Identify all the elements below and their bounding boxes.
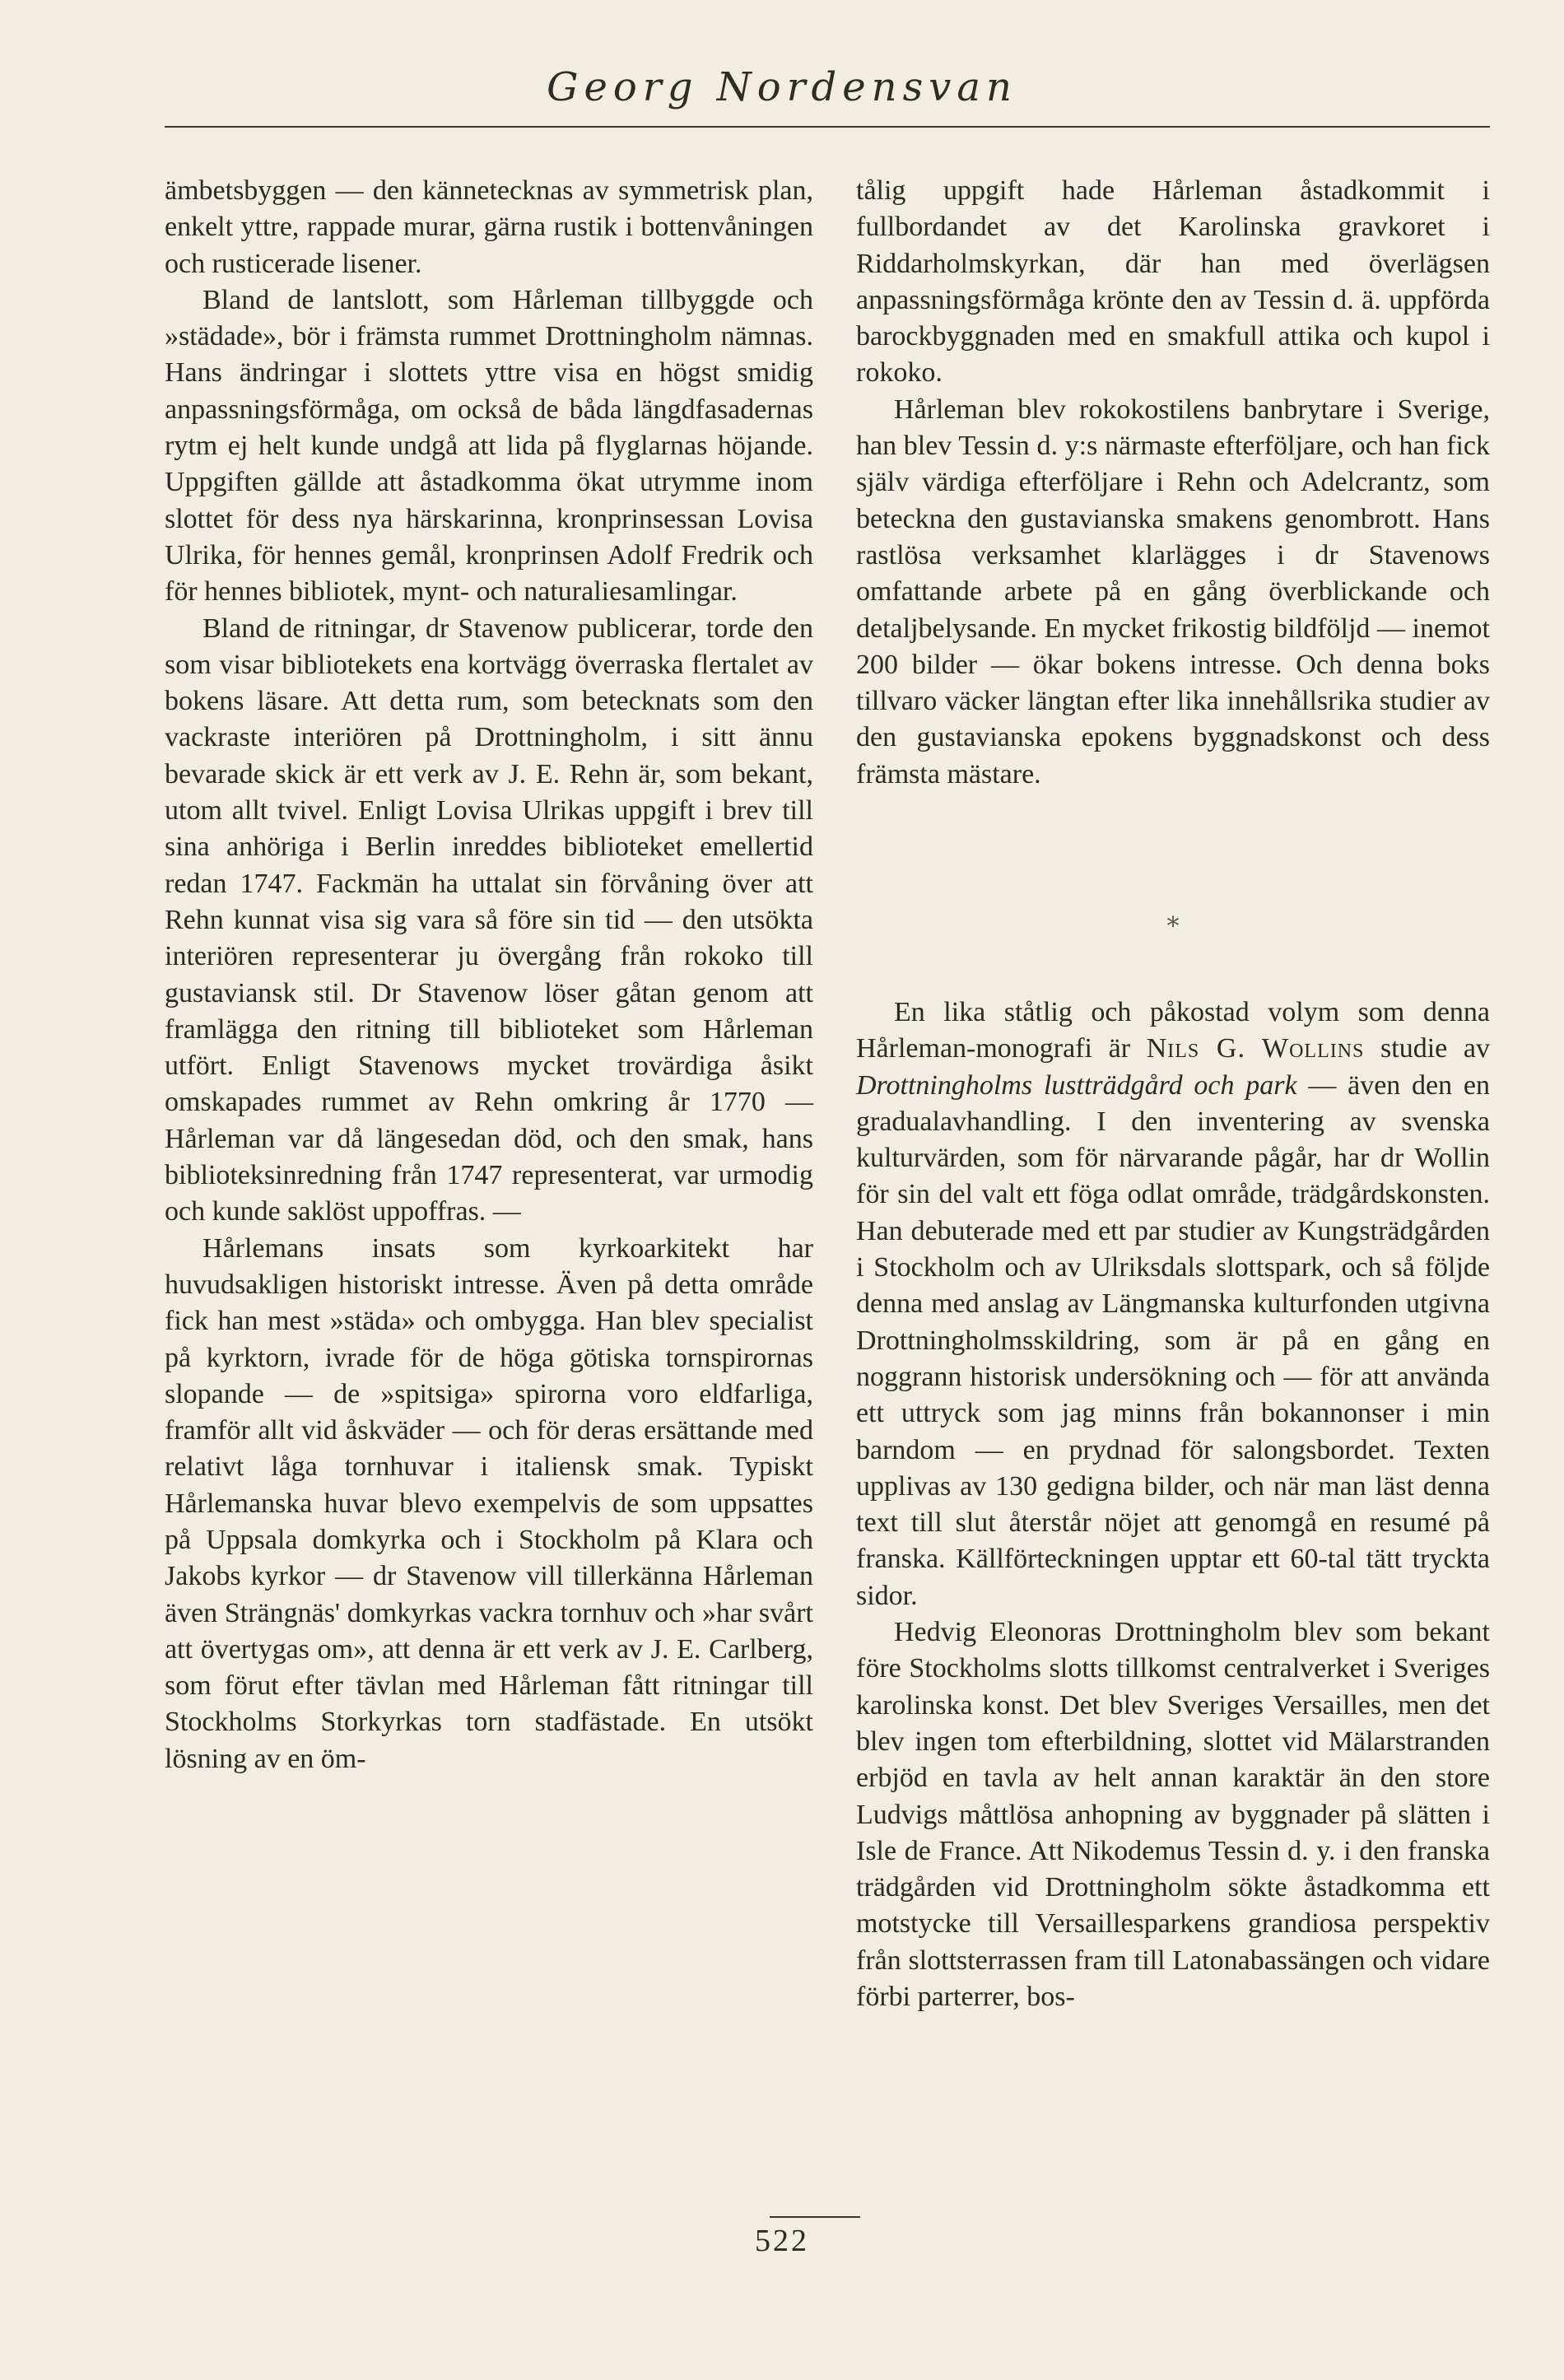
left-column: [165, 173, 813, 1777]
left-paragraph-2: Bland de lantslott, som Hårleman tillbyggde och »städade», bör i främsta rummet Drottningholm nämnas. Hans ändringar i slottets yttre visa en högst smidig anpassningsförmåga, om också de båda längdfasadernas rytm ej helt kunde undgå att lida på flyglarnas höjande. Uppgiften gällde att åstadkomma ökat utrymme inom slottet för dess nya härskarinna, kronprinsessan Lovisa Ulrika, för hennes gemål, kronprinsen Adolf Fredrik och för hennes bibliotek, mynt- och naturaliesamlingar.: [165, 284, 813, 608]
header-rule: [165, 126, 1490, 128]
right-paragraph-3-text-a: En lika ståtlig och påkostad volym som denna Hårleman-monografi är: [856, 997, 1490, 1064]
book-title: Drottningholms lustträdgård och park: [856, 1069, 1297, 1101]
left-paragraph-1: ämbetsbyggen — den kännetecknas av symmetrisk plan, enkelt yttre, rappade murar, gärna rustik i bottenvåningen och rusticerade lisener.: [165, 175, 813, 279]
right-paragraph-4: Hedvig Eleonoras Drottningholm blev som bekant före Stockholms slotts tillkomst centralverket i Sveriges karolinska konst. Det blev Sveriges Versailles, men det blev ingen tom efterbildning, slottet vid Mälarstranden erbjöd en tavla av helt annan karaktär än den store Ludvigs måttlösa anhopning av byggnader på slätten i Isle de France. Att Nikodemus Tessin d. y. i den franska trädgården vid Drottningholm sökte åstadkomma ett motstycke till Versaillesparkens grandiosa perspektiv från slottsterrassen fram till Latonabassängen och vidare förbi parterrer, bos-: [856, 1617, 1490, 2013]
left-paragraph-3: Bland de ritningar, dr Stavenow publicerar, torde den som visar bibliotekets ena kortvägg överraska flertalet av bokens läsare. Att detta rum, som betecknats som den vackraste interiören på Drottningholm, i sitt ännu bevarade skick är ett verk av J. E. Rehn är, som bekant, utom allt tvivel. Enligt Lovisa Ulrikas uppgift i brev till sina anhöriga i Berlin inreddes biblioteket emellertid redan 1747. Fackmän ha uttalat sin förvåning över att Rehn kunnat visa sig vara så före sin tid — den utsökta interiören representerar ju övergång från rokoko till gustaviansk stil. Dr Stavenow löser gåtan genom att framlägga den ritning till biblioteket som Hårleman utfört. Enligt Stavenows mycket trovärdiga åsikt omskapades rummet av Rehn omkring år 1770 — Hårleman var då längesedan död, och den smak, hans biblioteksinredning från 1747 representerat, var urmodig och kunde saklöst uppoffras. —: [165, 612, 813, 1227]
right-column-bottom: [856, 994, 1490, 2015]
running-header-title: Georg Nordensvan: [547, 64, 1017, 110]
right-paragraph-1: tålig uppgift hade Hårleman åstadkommit i fullbordandet av det Karolinska gravkoret i Riddarholmskyrkan, där han med överlägsen anpassningsförmåga krönte den av Tessin d. ä. uppförda barockbyggnaden med en smakfull attika och kupol i rokoko.: [856, 175, 1490, 389]
section-break-asterisk: *: [1166, 912, 1180, 941]
right-paragraph-3: [856, 994, 1490, 1614]
right-paragraph-2: Hårleman blev rokokostilens banbrytare i Sverige, han blev Tessin d. y:s närmaste efterföljare, och han fick själv värdiga efterföljare i Rehn och Adelcrantz, som beteckna den gustavianska smakens genombrott. Hans rastlösa verksamhet klarlägges i dr Stavenows omfattande arbete på en gång överblickande och detaljbelysande. En mycket frikostig bildföljd — inemot 200 bilder — ökar bokens intresse. Och denna boks tillvaro väcker längtan efter lika innehållsrika studier av den gustavianska epokens byggnadskonst och dess främsta mästare.: [856, 394, 1490, 789]
right-column-top: [856, 173, 1490, 793]
page-number: 522: [755, 2224, 809, 2258]
author-name: Nils G. Wollins: [1146, 1033, 1365, 1064]
right-paragraph-3-text-c: — även den en gradualavhandling. I den inventering av svenska kulturvärden, som för närvarande pågår, har dr Wollin för sin del valt ett föga odlat område, trädgårdskonsten. Han debuterade med ett par studier av Kungsträdgården i Stockholm och av Ulriksdals slottspark, och så följde denna med anslag av Längmanska kulturfonden utgivna Drottningholmsskildring, som är på en gång en noggrann historisk undersökning och — för att använda ett uttryck som jag minns från bokannonser i min barndom — en prydnad för salongsbordet. Texten upplivas av 130 gedigna bilder, och när man läst denna text till slut återstår nöjet att genomgå en resumé på franska. Källförteckningen upptar ett 60-tal tätt tryckta sidor.: [856, 1069, 1490, 1611]
left-paragraph-4: Hårlemans insats som kyrkoarkitekt har huvudsakligen historiskt intresse. Även på detta område fick han mest »städa» och ombygga. Han blev specialist på kyrktorn, ivrade för de höga götiska tornspirornas slopande — de »spitsiga» spirorna voro eldfarliga, framför allt vid åskväder — och för deras ersättande med relativt låga tornhuvar i italiensk smak. Typiskt Hårlemanska huvar blevo exempelvis de som uppsattes på Uppsala domkyrka och i Stockholm på Klara och Jakobs kyrkor — dr Stavenow vill tillerkänna Hårleman även Strängnäs' domkyrkas vackra tornhuv och »har svårt att övertygas om», att denna är ett verk av J. E. Carlberg, som förut efter tävlan med Hårleman fått ritningar till Stockholms Storkyrkas torn stadfästade. En utsökt lösning av en öm-: [165, 1232, 813, 1774]
page-number-rule: [770, 2216, 860, 2218]
right-paragraph-3-text-b: studie av: [1364, 1033, 1490, 1064]
